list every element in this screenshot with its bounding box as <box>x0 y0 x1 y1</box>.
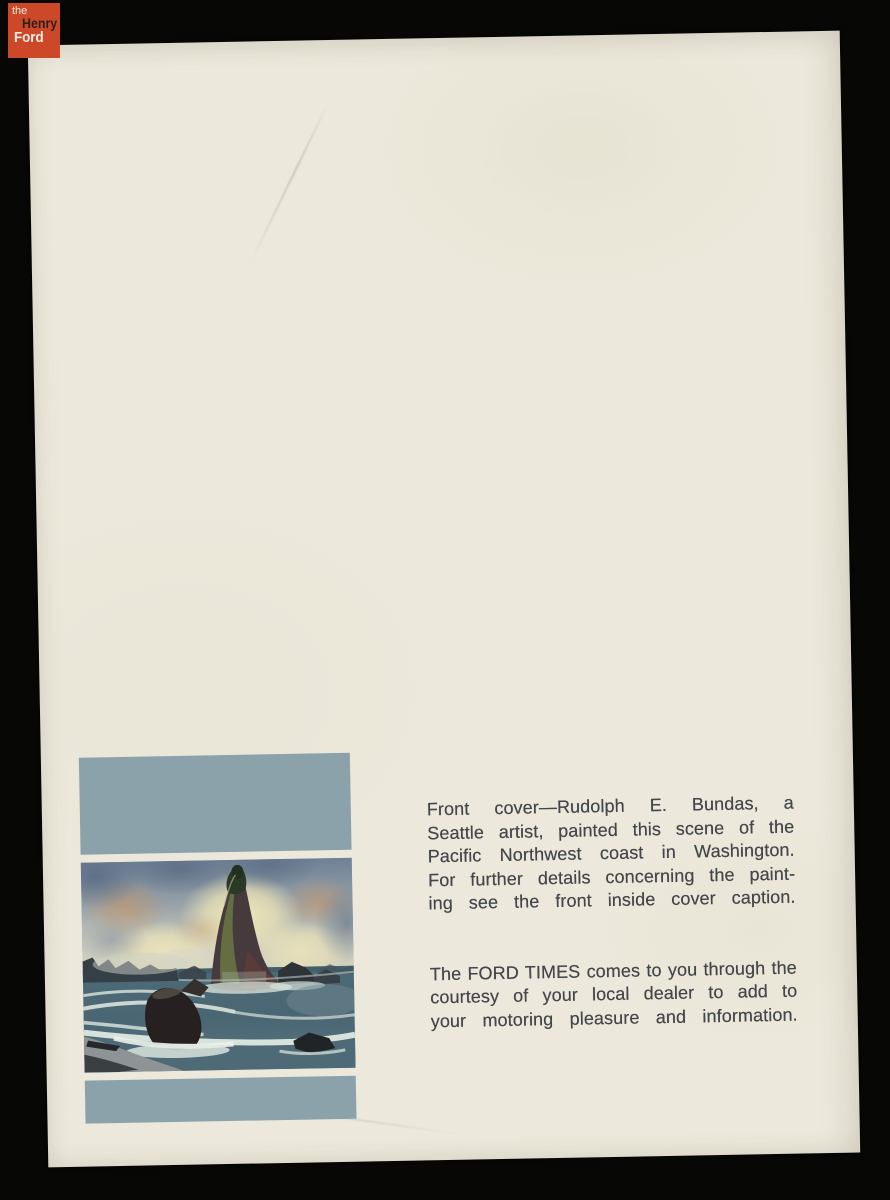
caption-block <box>427 792 798 1034</box>
magazine-back-cover-page <box>28 31 860 1168</box>
watermark-the-label: the <box>12 5 28 17</box>
caption-line: ing see the front inside cover caption. <box>428 886 796 914</box>
ford-times-note <box>430 956 798 1033</box>
caption-line: Pacific Northwest coast in Washington. <box>427 839 795 867</box>
seascape-painting <box>81 858 356 1073</box>
bottom-color-band <box>85 1076 357 1124</box>
caption-line: Front cover—Rudolph E. Bundas, a <box>426 792 794 820</box>
top-color-band <box>79 753 352 855</box>
caption-line: courtesy of your local dealer to add to <box>430 980 798 1008</box>
watermark-henry-label: Henry <box>22 16 58 31</box>
caption-line: your motoring pleasure and information. <box>430 1004 798 1031</box>
caption-line: The FORD TIMES comes to you through the <box>429 957 797 984</box>
seascape-painting-art <box>81 858 356 1073</box>
front-cover-caption <box>427 792 796 916</box>
caption-line: For further details concerning the paint- <box>427 863 796 890</box>
caption-line: Seattle artist, painted this scene of the <box>427 816 795 843</box>
cover-art-block <box>79 753 357 1124</box>
henry-ford-watermark <box>8 3 60 58</box>
watermark-ford-label: Ford <box>14 30 44 46</box>
paper-crease-top <box>249 101 330 264</box>
